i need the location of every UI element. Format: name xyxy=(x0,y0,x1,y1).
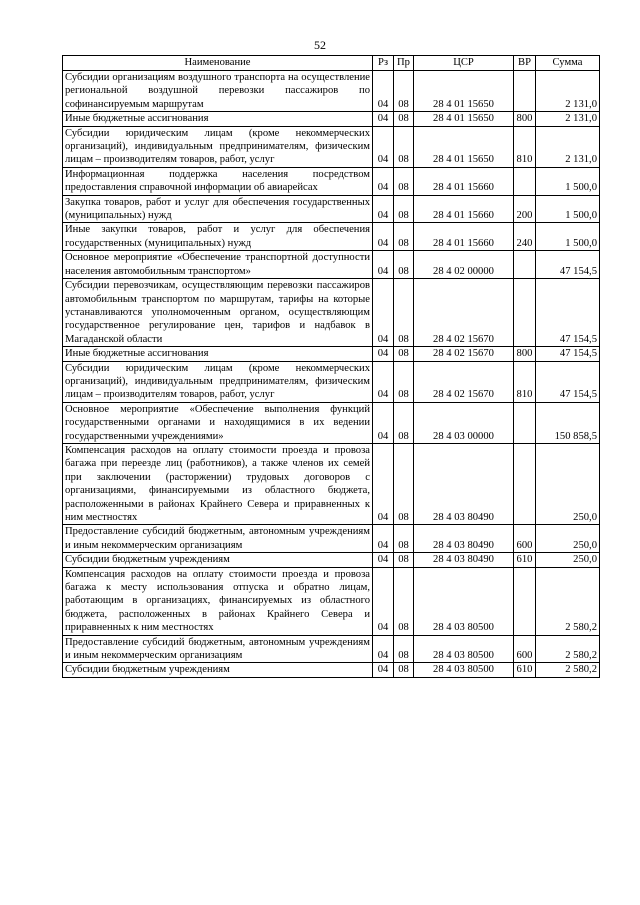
budget-table xyxy=(62,55,600,678)
row-pr: 08 xyxy=(394,167,414,195)
row-vr xyxy=(514,167,536,195)
row-vr: 600 xyxy=(514,635,536,663)
row-pr: 08 xyxy=(394,347,414,361)
column-header-amount: Сумма xyxy=(536,56,600,71)
row-pr: 08 xyxy=(394,126,414,167)
row-amount: 47 154,5 xyxy=(536,347,600,361)
row-name: Иные закупки товаров, работ и услуг для обеспечения государственных (муниципальных) нужд xyxy=(63,223,373,251)
row-rz: 04 xyxy=(373,167,394,195)
row-vr: 610 xyxy=(514,663,536,677)
row-name: Субсидии организациям воздушного транспорта на осуществление региональной воздушной перевозки пассажиров по софинансируемым маршрутам xyxy=(63,71,373,112)
row-name: Иные бюджетные ассигнования xyxy=(63,112,373,126)
row-rz: 04 xyxy=(373,251,394,279)
row-amount: 1 500,0 xyxy=(536,167,600,195)
table-row xyxy=(63,402,600,443)
row-amount: 250,0 xyxy=(536,443,600,524)
row-csr: 28 4 03 80500 xyxy=(414,635,514,663)
row-csr: 28 4 03 80500 xyxy=(414,567,514,635)
row-name: Субсидии юридическим лицам (кроме некоммерческих организаций), индивидуальным предпринимателям, физическим лицам – производителям товаров, работ, услуг xyxy=(63,361,373,402)
table-row xyxy=(63,279,600,347)
row-amount: 2 580,2 xyxy=(536,567,600,635)
row-amount: 2 131,0 xyxy=(536,126,600,167)
table-header-row xyxy=(63,56,600,71)
row-csr: 28 4 03 80490 xyxy=(414,553,514,567)
row-rz: 04 xyxy=(373,112,394,126)
row-rz: 04 xyxy=(373,443,394,524)
row-rz: 04 xyxy=(373,347,394,361)
row-rz: 04 xyxy=(373,663,394,677)
row-csr: 28 4 01 15650 xyxy=(414,71,514,112)
row-name: Субсидии перевозчикам, осуществляющим перевозки пассажиров автомобильным транспортом по маршрутам, тарифы на которые устанавливаются уполномоченным органом, осуществляющим государственное регулирование цен, тарифов и надбавок в Магаданской области xyxy=(63,279,373,347)
page-number: 52 xyxy=(314,38,326,52)
row-csr: 28 4 03 80490 xyxy=(414,443,514,524)
row-pr: 08 xyxy=(394,402,414,443)
row-pr: 08 xyxy=(394,279,414,347)
row-csr: 28 4 01 15660 xyxy=(414,223,514,251)
row-vr: 800 xyxy=(514,112,536,126)
table-row xyxy=(63,195,600,223)
row-amount: 2 580,2 xyxy=(536,663,600,677)
row-csr: 28 4 02 15670 xyxy=(414,347,514,361)
row-rz: 04 xyxy=(373,223,394,251)
row-vr: 610 xyxy=(514,553,536,567)
row-rz: 04 xyxy=(373,195,394,223)
column-header-rz: Рз xyxy=(373,56,394,71)
table-row xyxy=(63,112,600,126)
row-pr: 08 xyxy=(394,663,414,677)
row-amount: 250,0 xyxy=(536,553,600,567)
row-name: Предоставление субсидий бюджетным, автономным учреждениям и иным некоммерческим организациям xyxy=(63,635,373,663)
row-csr: 28 4 01 15650 xyxy=(414,126,514,167)
row-rz: 04 xyxy=(373,361,394,402)
row-pr: 08 xyxy=(394,71,414,112)
row-rz: 04 xyxy=(373,126,394,167)
row-name: Основное мероприятие «Обеспечение выполнения функций государственными органами и находящимися в их ведении государственными учреждениями» xyxy=(63,402,373,443)
row-pr: 08 xyxy=(394,223,414,251)
row-amount: 2 131,0 xyxy=(536,112,600,126)
row-csr: 28 4 03 00000 xyxy=(414,402,514,443)
row-amount: 250,0 xyxy=(536,525,600,553)
row-amount: 2 580,2 xyxy=(536,635,600,663)
row-csr: 28 4 02 15670 xyxy=(414,361,514,402)
row-vr: 810 xyxy=(514,126,536,167)
row-pr: 08 xyxy=(394,361,414,402)
table-row xyxy=(63,567,600,635)
table-row xyxy=(63,553,600,567)
table-row xyxy=(63,167,600,195)
row-vr: 240 xyxy=(514,223,536,251)
row-amount: 47 154,5 xyxy=(536,361,600,402)
row-csr: 28 4 01 15650 xyxy=(414,112,514,126)
row-vr xyxy=(514,279,536,347)
table-row xyxy=(63,223,600,251)
row-csr: 28 4 03 80490 xyxy=(414,525,514,553)
row-amount: 47 154,5 xyxy=(536,251,600,279)
row-name: Основное мероприятие «Обеспечение транспортной доступности населения автомобильным транспортом» xyxy=(63,251,373,279)
row-name: Закупка товаров, работ и услуг для обеспечения государственных (муниципальных) нужд xyxy=(63,195,373,223)
row-vr: 800 xyxy=(514,347,536,361)
row-vr xyxy=(514,567,536,635)
row-csr: 28 4 01 15660 xyxy=(414,195,514,223)
row-name: Иные бюджетные ассигнования xyxy=(63,347,373,361)
row-rz: 04 xyxy=(373,567,394,635)
column-header-csr: ЦСР xyxy=(414,56,514,71)
row-vr xyxy=(514,251,536,279)
row-name: Субсидии бюджетным учреждениям xyxy=(63,663,373,677)
row-pr: 08 xyxy=(394,553,414,567)
column-header-name: Наименование xyxy=(63,56,373,71)
row-pr: 08 xyxy=(394,443,414,524)
table-row xyxy=(63,347,600,361)
row-rz: 04 xyxy=(373,402,394,443)
row-vr xyxy=(514,71,536,112)
row-amount: 2 131,0 xyxy=(536,71,600,112)
table-row xyxy=(63,126,600,167)
row-amount: 1 500,0 xyxy=(536,223,600,251)
table-row xyxy=(63,361,600,402)
row-pr: 08 xyxy=(394,525,414,553)
row-name: Информационная поддержка населения посредством предоставления справочной информации об авиарейсах xyxy=(63,167,373,195)
row-vr xyxy=(514,402,536,443)
row-pr: 08 xyxy=(394,195,414,223)
row-amount: 150 858,5 xyxy=(536,402,600,443)
row-name: Компенсация расходов на оплату стоимости проезда и провоза багажа при переезде лиц (работников), а также членов их семей при заключении (расторжении) трудовых договоров с организациями, финансируемыми из областного бюджета, расположенными в районах Крайнего Севера и приравненных к ним местностях xyxy=(63,443,373,524)
column-header-vr: ВР xyxy=(514,56,536,71)
row-rz: 04 xyxy=(373,635,394,663)
row-pr: 08 xyxy=(394,635,414,663)
row-vr: 600 xyxy=(514,525,536,553)
row-rz: 04 xyxy=(373,279,394,347)
row-pr: 08 xyxy=(394,112,414,126)
table-row xyxy=(63,525,600,553)
row-pr: 08 xyxy=(394,567,414,635)
row-csr: 28 4 02 15670 xyxy=(414,279,514,347)
row-csr: 28 4 01 15660 xyxy=(414,167,514,195)
row-amount: 47 154,5 xyxy=(536,279,600,347)
row-rz: 04 xyxy=(373,525,394,553)
table-row xyxy=(63,71,600,112)
row-rz: 04 xyxy=(373,71,394,112)
row-name: Компенсация расходов на оплату стоимости проезда и провоза багажа к месту использования отпуска и обратно лицам, работающим в организациях, финансируемых из областного бюджета, расположенных в районах Крайнего Севера и приравненных к ним местностях xyxy=(63,567,373,635)
table-row xyxy=(63,251,600,279)
row-csr: 28 4 02 00000 xyxy=(414,251,514,279)
row-name: Субсидии бюджетным учреждениям xyxy=(63,553,373,567)
row-name: Субсидии юридическим лицам (кроме некоммерческих организаций), индивидуальным предпринимателям, физическим лицам – производителям товаров, работ, услуг xyxy=(63,126,373,167)
row-vr: 810 xyxy=(514,361,536,402)
row-vr: 200 xyxy=(514,195,536,223)
row-rz: 04 xyxy=(373,553,394,567)
row-name: Предоставление субсидий бюджетным, автономным учреждениям и иным некоммерческим организациям xyxy=(63,525,373,553)
row-amount: 1 500,0 xyxy=(536,195,600,223)
column-header-pr: Пр xyxy=(394,56,414,71)
row-csr: 28 4 03 80500 xyxy=(414,663,514,677)
row-pr: 08 xyxy=(394,251,414,279)
table-row xyxy=(63,635,600,663)
row-vr xyxy=(514,443,536,524)
table-row xyxy=(63,443,600,524)
table-row xyxy=(63,663,600,677)
